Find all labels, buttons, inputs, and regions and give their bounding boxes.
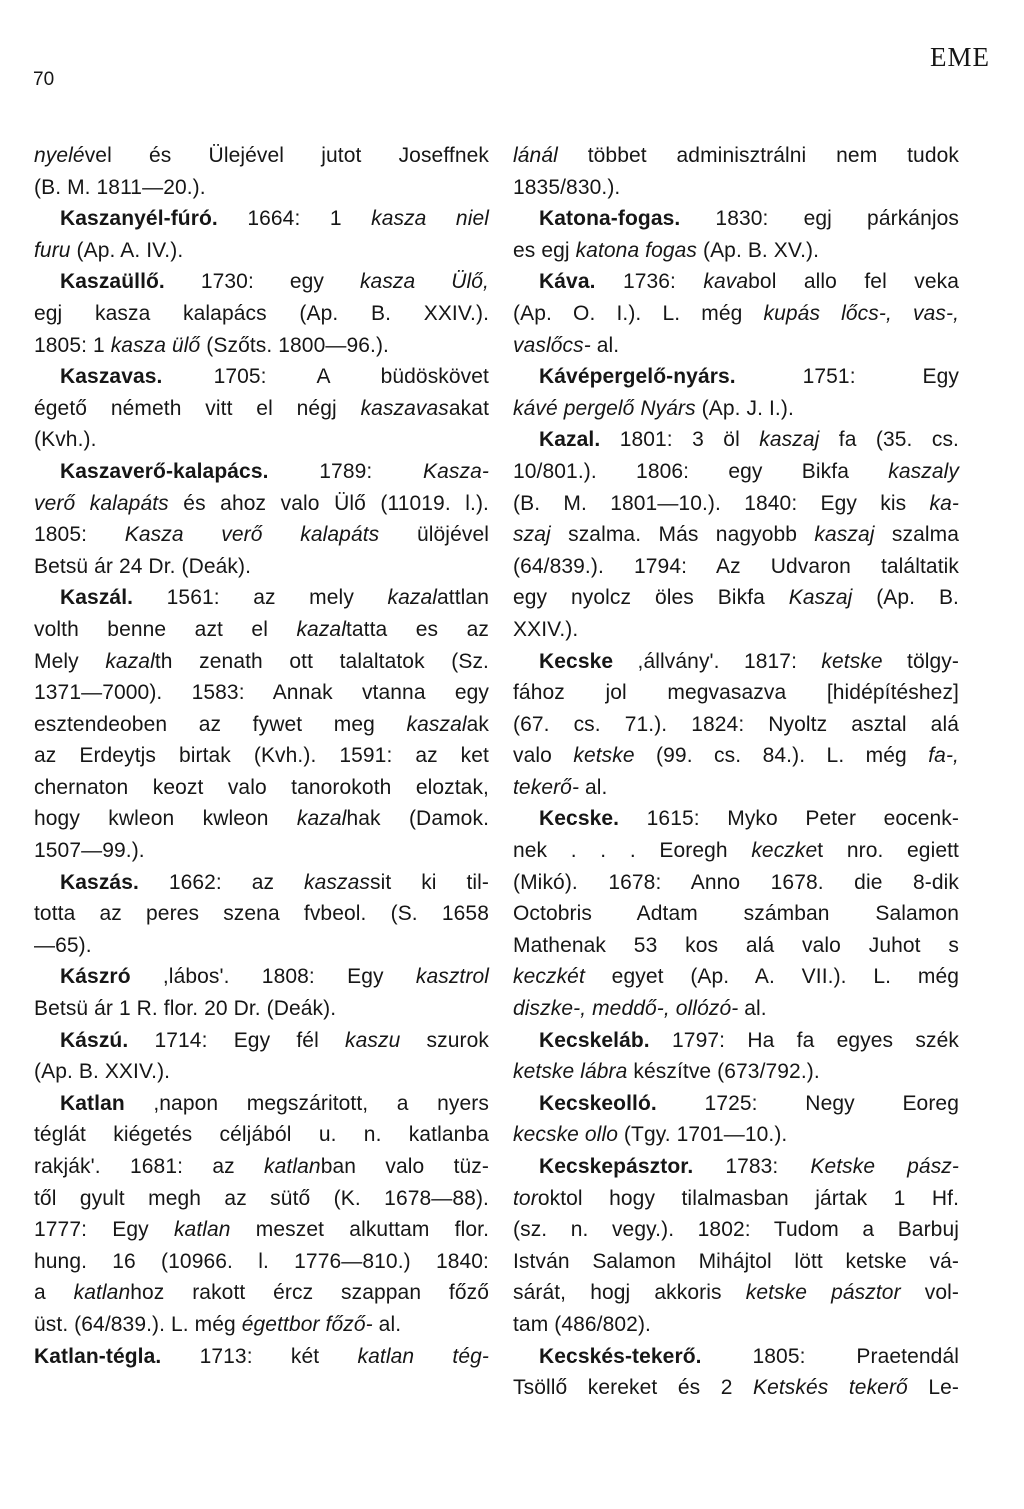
text-segment: től gyult megh az sütő (K. 1678—88). — [34, 1186, 489, 1210]
text-segment: sárát, hogj akkoris — [513, 1281, 746, 1305]
italic-text: kaszal — [406, 712, 467, 736]
text-segment: tatta es az — [345, 617, 489, 641]
entry-headword: Kecskés-tekerő. — [539, 1344, 702, 1368]
text-segment: 1705: A büdöskövet — [162, 365, 489, 389]
text-segment: ,lábos'. 1808: Egy — [130, 965, 416, 989]
text-segment: 1783: — [693, 1155, 811, 1178]
italic-text: Ketske pász- — [810, 1155, 959, 1178]
text-segment: Betsü ár 1 R. flor. 20 Dr. (Deák). — [34, 997, 337, 1021]
italic-text: kasza niel — [371, 207, 489, 231]
text-segment: 10/801.). 1806: egy Bikfa — [513, 459, 889, 483]
italic-text: lánál — [513, 144, 558, 167]
text-segment: Mely — [34, 649, 106, 673]
text-line — [34, 677, 489, 709]
text-line — [34, 614, 489, 646]
italic-text: kaszas — [304, 870, 370, 894]
text-segment: (Ap. B. — [852, 586, 959, 610]
text-line — [513, 266, 959, 298]
text-line — [34, 582, 489, 614]
text-segment: 1830: egj párkánjos — [680, 207, 959, 231]
text-segment: 1615: Myko Peter eocenk- — [619, 807, 959, 831]
text-line — [513, 1025, 959, 1057]
text-line — [34, 993, 489, 1025]
text-segment: fa (35. cs. — [819, 428, 959, 452]
text-line — [513, 361, 959, 393]
text-line — [513, 646, 959, 678]
text-line — [34, 298, 489, 330]
italic-text: ketske — [821, 649, 883, 673]
text-line — [34, 1214, 489, 1246]
text-line — [513, 1056, 959, 1088]
text-line — [513, 772, 959, 804]
italic-text: kasza Ülő, — [359, 270, 489, 294]
text-line — [513, 835, 959, 867]
entry-headword: Kaszavas. — [60, 365, 163, 389]
text-line — [513, 1341, 959, 1373]
text-line — [34, 867, 489, 899]
italic-text: kazal — [296, 617, 346, 641]
text-segment: oktol hogy tilalmasban jártak 1 Hf. — [537, 1186, 959, 1210]
text-segment: hung. 16 (10966. l. 1776—810.) 1840: — [34, 1249, 489, 1273]
text-segment: fához jol megvasazva [hidépítéshez] — [513, 681, 959, 705]
entry-headword: Katona-fogas. — [539, 207, 681, 231]
text-segment: al. — [579, 775, 608, 799]
text-segment: 1736: — [595, 270, 704, 294]
text-segment: egy nyolcz öles Bikfa — [513, 586, 789, 610]
text-segment: chernaton keozt valo tanorokoth eloztak, — [34, 775, 489, 799]
text-segment: hoz rakott ércz szappan főző — [130, 1281, 489, 1305]
italic-text: kávé pergelő Nyárs — [513, 396, 696, 420]
text-segment: tölgy- — [882, 649, 959, 673]
text-segment: téglát kiégetés céljából u. n. katlanba — [34, 1123, 489, 1147]
italic-text: kaszu — [345, 1028, 401, 1052]
text-segment: 1561: az mely — [133, 586, 388, 610]
text-line — [513, 519, 959, 551]
text-segment: attlan — [437, 586, 489, 610]
entry-headword: Kaszaüllő. — [60, 270, 165, 294]
text-line — [513, 393, 959, 425]
text-segment: 1805: Praetendál — [701, 1344, 959, 1368]
text-segment: (Ap. O. I.). L. még — [513, 301, 764, 325]
text-line — [34, 709, 489, 741]
italic-text: vaslőcs- — [513, 333, 591, 357]
italic-text: szaj — [513, 523, 551, 547]
text-line — [513, 1119, 959, 1151]
text-line — [34, 1309, 489, 1341]
text-segment: és ahoz valo Ülő (11019. l.). — [168, 491, 489, 515]
italic-text: ketske lábra — [513, 1060, 628, 1084]
text-segment: ban valo tüz- — [320, 1155, 489, 1178]
text-segment: vol- — [900, 1281, 959, 1305]
text-line — [34, 1341, 489, 1373]
text-segment: t nro. egiett — [817, 839, 959, 863]
text-line — [34, 772, 489, 804]
text-segment: Tsöllő kereket és 2 — [513, 1376, 753, 1400]
text-segment: egj kasza kalapács (Ap. B. XXIV.). — [34, 301, 489, 325]
italic-text: kaszaj — [759, 428, 820, 452]
text-line — [513, 709, 959, 741]
italic-text: kasza ülő — [110, 333, 201, 357]
entry-headword: Kaszanyél-fúró. — [60, 207, 218, 231]
text-segment: (B. M. 1801—10.). 1840: Egy kis — [513, 491, 930, 515]
italic-text: katona fogas — [575, 238, 698, 262]
italic-text: Ketskés tekerő — [752, 1376, 908, 1400]
text-line — [513, 1246, 959, 1278]
entry-headword: Kecske. — [539, 807, 620, 831]
text-segment: sit ki til- — [370, 870, 490, 894]
text-segment: th zenath ott talaltatok (Sz. — [154, 649, 489, 673]
text-line — [34, 1025, 489, 1057]
text-segment: akat — [448, 396, 489, 420]
text-line — [513, 424, 959, 456]
italic-text: kaszaly — [888, 459, 959, 483]
text-segment: (67. cs. 71.). 1824: Nyoltz asztal alá — [513, 712, 959, 736]
text-segment: volth benne azt el — [34, 617, 297, 641]
italic-text: katlan — [173, 1218, 231, 1242]
italic-text: tekerő- — [513, 775, 580, 799]
text-line — [513, 898, 959, 930]
italic-text: katlan tég- — [357, 1344, 489, 1368]
entry-headword: Kecskeláb. — [539, 1028, 650, 1052]
italic-text: keczkét — [513, 965, 585, 989]
text-line — [34, 551, 489, 583]
text-line — [34, 519, 489, 551]
right-column — [513, 140, 959, 1404]
italic-text: nyelé — [34, 144, 85, 167]
text-segment: (Szőts. 1800—96.). — [200, 333, 389, 357]
italic-text: diszke-, meddő-, ollózó- — [513, 997, 739, 1021]
text-segment: nek . . . Eoregh — [513, 839, 752, 863]
entry-headword: Kaszál. — [60, 586, 134, 610]
text-segment: rakják'. 1681: az — [34, 1155, 265, 1178]
entry-headword: Katlan — [60, 1091, 125, 1115]
text-segment: ,napon megszáritott, a nyers — [124, 1091, 489, 1115]
italic-text: Kasza verő kalapáts — [124, 523, 380, 547]
text-line — [34, 1119, 489, 1151]
text-segment: 1507—99.). — [34, 839, 145, 863]
text-segment: al. — [590, 333, 620, 357]
text-segment: 1797: Ha fa egyes szék — [649, 1028, 959, 1052]
entry-headword: Katlan-tégla. — [34, 1344, 162, 1368]
text-line — [513, 1151, 959, 1183]
text-segment: (Tgy. 1701—10.). — [617, 1123, 788, 1147]
text-line — [513, 551, 959, 583]
entry-headword: Kecske — [539, 649, 614, 673]
entry-headword: Kaszás. — [60, 870, 139, 894]
text-segment: (64/839.). 1794: Az Udvaron találtatik — [513, 554, 959, 578]
text-line — [513, 1088, 959, 1120]
text-segment: égető németh vitt el négj — [34, 396, 361, 420]
text-segment: hogy kwleon kwleon — [34, 807, 297, 831]
text-line — [513, 677, 959, 709]
text-segment: 1713: két — [161, 1344, 358, 1368]
text-segment: 1664: 1 — [217, 207, 372, 231]
text-segment: 1835/830.). — [513, 175, 621, 199]
italic-text: kazal — [296, 807, 347, 831]
italic-text: fa-, — [928, 744, 959, 768]
text-segment: (Ap. A. IV.). — [70, 238, 184, 262]
text-segment: al. — [738, 997, 767, 1021]
text-segment: a — [34, 1281, 74, 1305]
text-segment: (Mikó). 1678: Anno 1678. die 8-dik — [513, 870, 959, 894]
italic-text: kasztrol — [415, 965, 489, 989]
text-line — [513, 172, 959, 204]
text-segment: készítve (673/792.). — [627, 1060, 820, 1084]
entry-headword: Kászú. — [60, 1028, 129, 1052]
italic-text: ketske pásztor — [745, 1281, 901, 1305]
entry-headword: Kávépergelő-nyárs. — [539, 365, 736, 389]
entry-headword: Kaszaverő-kalapács. — [60, 459, 269, 483]
text-line — [34, 393, 489, 425]
text-line — [34, 740, 489, 772]
text-segment: tam (486/802). — [513, 1312, 651, 1336]
running-head: EME — [930, 42, 990, 72]
text-segment: bol allo fel veka — [748, 270, 959, 294]
text-line — [34, 835, 489, 867]
italic-text: katlan — [73, 1281, 131, 1305]
italic-text: furu — [34, 238, 71, 262]
text-line — [34, 361, 489, 393]
italic-text: kaszavas — [360, 396, 449, 420]
italic-text: kazal — [387, 586, 438, 610]
text-segment: 1777: Egy — [34, 1218, 174, 1242]
text-line — [34, 1277, 489, 1309]
text-line — [513, 203, 959, 235]
text-line — [513, 488, 959, 520]
text-segment: 1714: Egy fél — [128, 1028, 346, 1052]
text-segment: totta az peres szena fvbeol. (S. 1658 — [34, 902, 489, 926]
text-segment: (Ap. J. I.). — [695, 396, 794, 420]
text-line — [34, 456, 489, 488]
text-segment: 1371—7000). 1583: Annak vtanna egy — [34, 681, 489, 705]
text-line — [513, 1214, 959, 1246]
italic-text: verő kalapáts — [34, 491, 169, 515]
text-segment: Le- — [907, 1376, 959, 1400]
italic-text: kazal — [105, 649, 155, 673]
text-line — [34, 488, 489, 520]
text-segment: (Ap. B. XV.). — [697, 238, 820, 262]
italic-text: ketske — [573, 744, 635, 768]
entry-headword: Kecskeolló. — [539, 1091, 657, 1115]
text-line — [34, 1151, 489, 1183]
text-segment: al. — [372, 1312, 402, 1336]
text-line — [34, 140, 489, 172]
italic-text: tor — [513, 1186, 538, 1210]
text-line — [34, 646, 489, 678]
italic-text: Kasza- — [423, 459, 489, 483]
text-line — [513, 614, 959, 646]
text-segment: üst. (64/839.). L. még — [34, 1312, 242, 1336]
text-segment: (Ap. B. XXIV.). — [34, 1060, 171, 1084]
italic-text: Kaszaj — [788, 586, 853, 610]
text-segment: (B. M. 1811—20.). — [34, 175, 206, 199]
text-segment: meszet alkuttam flor. — [230, 1218, 490, 1242]
text-line — [513, 1277, 959, 1309]
text-segment: 1662: az — [138, 870, 305, 894]
text-segment: 1751: Egy — [735, 365, 959, 389]
text-line — [34, 172, 489, 204]
italic-text: katlan — [264, 1155, 321, 1178]
text-line — [34, 235, 489, 267]
text-line — [513, 235, 959, 267]
entry-headword: Kecskepásztor. — [539, 1155, 694, 1178]
text-segment: 1805: — [34, 523, 125, 547]
text-segment: esztendeoben az fywet meg — [34, 712, 407, 736]
text-segment: 1805: 1 — [34, 333, 111, 357]
text-line — [513, 140, 959, 172]
text-line — [513, 867, 959, 899]
italic-text: kava — [703, 270, 749, 294]
text-line — [34, 803, 489, 835]
italic-text: ka- — [929, 491, 959, 515]
text-line — [513, 330, 959, 362]
italic-text: keczke — [751, 839, 818, 863]
text-segment: Octobris Adtam számban Salamon — [513, 902, 959, 926]
text-line — [513, 803, 959, 835]
text-segment: 1789: — [268, 459, 424, 483]
text-segment: szalma — [874, 523, 959, 547]
text-segment: 1725: Negy Eoreg — [656, 1091, 959, 1115]
text-line — [513, 1309, 959, 1341]
text-line — [34, 1088, 489, 1120]
text-segment: Betsü ár 24 Dr. (Deák). — [34, 554, 252, 578]
text-segment: szalma. Más nagyobb — [550, 523, 815, 547]
italic-text: kecske ollo — [513, 1123, 618, 1147]
text-segment: (Kvh.). — [34, 428, 97, 452]
text-segment: (99. cs. 84.). L. még — [634, 744, 929, 768]
text-line — [513, 1372, 959, 1404]
text-segment: 1801: 3 öl — [600, 428, 760, 452]
text-segment: egyet (Ap. A. VII.). L. még — [584, 965, 959, 989]
entry-headword: Kazal. — [539, 428, 601, 452]
text-line — [513, 930, 959, 962]
text-segment: ülöjével — [379, 523, 489, 547]
text-segment: XXIV.). — [513, 617, 579, 641]
text-segment: István Salamon Mihájtol lött ketske vá- — [513, 1249, 959, 1273]
text-segment: hak (Damok. — [346, 807, 490, 831]
text-line — [34, 203, 489, 235]
text-line — [513, 1183, 959, 1215]
text-line — [513, 740, 959, 772]
text-line — [34, 1246, 489, 1278]
text-segment: ,állvány'. 1817: — [613, 649, 822, 673]
text-segment: ak — [466, 712, 489, 736]
text-line — [34, 330, 489, 362]
text-segment: (sz. n. vegy.). 1802: Tudom a Barbuj — [513, 1218, 959, 1242]
text-line — [34, 266, 489, 298]
text-segment: 1730: egy — [164, 270, 360, 294]
left-column — [34, 140, 489, 1372]
page-number: 70 — [33, 69, 55, 90]
text-line — [34, 961, 489, 993]
text-segment: Mathenak 53 kos alá valo Juhot s — [513, 933, 959, 957]
text-segment: es egj — [513, 238, 576, 262]
text-segment: vel és Ülejével jutot Joseffnek — [84, 144, 489, 167]
text-line — [513, 993, 959, 1025]
text-line — [34, 424, 489, 456]
entry-headword: Kászró — [60, 965, 131, 989]
italic-text: kaszaj — [814, 523, 875, 547]
text-line — [513, 456, 959, 488]
text-segment: valo — [513, 744, 574, 768]
italic-text: kupás lőcs-, vas-, — [763, 301, 959, 325]
text-line — [34, 898, 489, 930]
italic-text: égettbor főző- — [241, 1312, 373, 1336]
entry-headword: Káva. — [539, 270, 596, 294]
text-segment: többet adminisztrálni nem tudok — [557, 144, 959, 167]
text-line — [34, 1056, 489, 1088]
text-segment: az Erdeytjs birtak (Kvh.). 1591: az ket — [34, 744, 489, 768]
text-line — [34, 1183, 489, 1215]
text-line — [513, 961, 959, 993]
text-line — [513, 582, 959, 614]
text-line — [34, 930, 489, 962]
text-line — [513, 298, 959, 330]
text-segment: —65). — [34, 933, 92, 957]
text-segment: szurok — [400, 1028, 489, 1052]
